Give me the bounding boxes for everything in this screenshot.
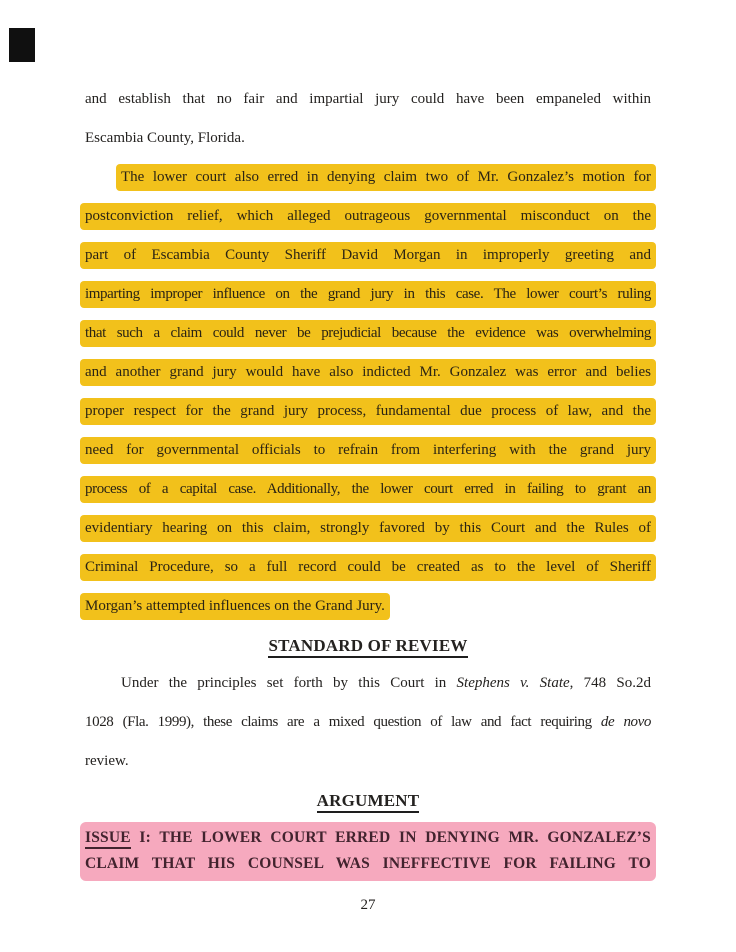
case-citation: Stephens v. State <box>456 675 570 691</box>
body-text-line: Escambia County, Florida. <box>85 130 245 146</box>
issue-text: I: THE LOWER COURT ERRED IN DENYING MR. GONZALEZ’S <box>130 829 651 846</box>
highlighted-line: imparting improper influence on the grand jury in this case. The lower court’s ruling <box>80 281 656 308</box>
highlighted-line: evidentiary hearing on this claim, strongly favored by this Court and the Rules of <box>80 515 656 542</box>
standard-of-review-heading <box>85 632 651 659</box>
argument-heading <box>85 787 651 814</box>
argument-heading-text: ARGUMENT <box>317 791 420 813</box>
highlighted-line: process of a capital case. Additionally, the lower court erred in failing to grant an <box>80 476 656 503</box>
review-text: Under the principles set forth by this Court in <box>121 675 457 691</box>
issue-label: ISSUE <box>85 829 131 849</box>
body-text-line: and establish that no fair and impartial jury could have been empaneled within <box>85 91 651 107</box>
issue-line <box>85 825 651 851</box>
highlighted-line: Criminal Procedure, so a full record could be created as to the level of Sheriff <box>80 554 656 581</box>
highlighted-line: and another grand jury would have also indicted Mr. Gonzalez was error and belies <box>80 359 656 386</box>
review-text: 1028 (Fla. 1999), these claims are a mixed question of law and fact requiring <box>85 714 601 730</box>
highlighted-line: The lower court also erred in denying claim two of Mr. Gonzalez’s motion for <box>116 164 656 191</box>
highlighted-line: that such a claim could never be prejudicial because the evidence was overwhelming <box>80 320 656 347</box>
page-content <box>85 86 651 915</box>
highlighted-line: Morgan’s attempted influences on the Grand Jury. <box>80 593 390 620</box>
latin-term: de novo <box>600 714 652 730</box>
page-number: 27 <box>360 897 376 913</box>
highlighted-line: need for governmental officials to refrain from interfering with the grand jury <box>80 437 656 464</box>
scan-artifact <box>9 28 35 62</box>
issue-line: CLAIM THAT HIS COUNSEL WAS INEFFECTIVE FOR FAILING TO <box>85 855 651 872</box>
review-text: , 748 So.2d <box>569 675 651 691</box>
standard-of-review-heading-text: STANDARD OF REVIEW <box>268 636 467 658</box>
body-text-line <box>85 670 651 697</box>
highlighted-line: proper respect for the grand jury process, fundamental due process of law, and the <box>80 398 656 425</box>
body-text-line: review. <box>85 753 129 769</box>
highlighted-line: postconviction relief, which alleged outrageous governmental misconduct on the <box>80 203 656 230</box>
highlighted-line: part of Escambia County Sheriff David Morgan in improperly greeting and <box>80 242 656 269</box>
issue-highlight-block <box>80 822 656 881</box>
body-text-line <box>85 709 651 736</box>
